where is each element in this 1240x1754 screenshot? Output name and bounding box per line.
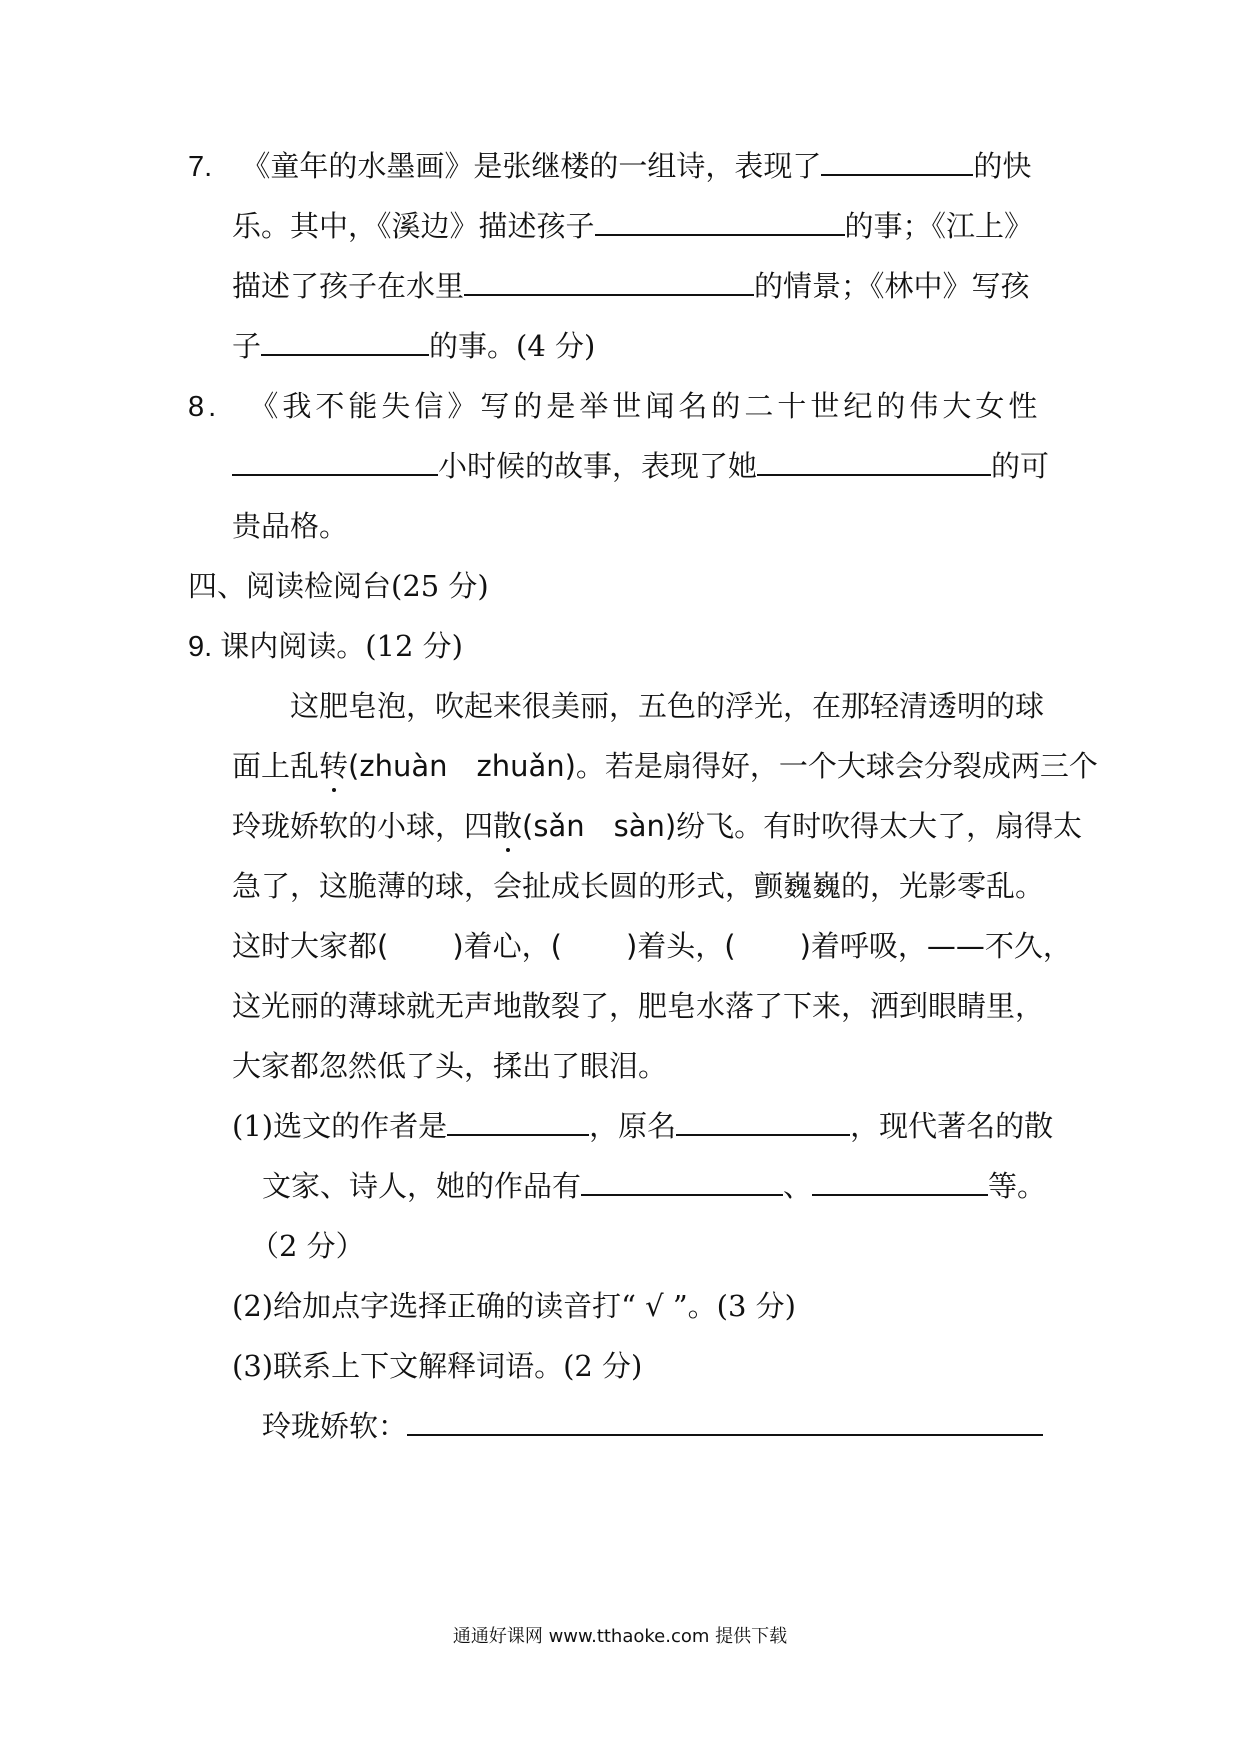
- q7-line-2: 乐。其中，《溪边》描述孩子 的事；《江上》: [232, 206, 1033, 246]
- q7-line-4: 子 的事。(4 分): [232, 326, 595, 366]
- q7-line-1: 7. 《童年的水墨画》是张继楼的一组诗，表现了 的快: [188, 146, 1031, 186]
- sub3-blank-answer[interactable]: [407, 1406, 1043, 1436]
- sub3-line: (3)联系上下文解释词语。(2 分): [232, 1349, 643, 1383]
- q7-number: 7.: [188, 151, 213, 183]
- passage-line-5: 这时大家都( )着心，( )着头，( )着呼吸，——不久，: [232, 929, 1072, 963]
- sub1-score: （2 分）: [250, 1229, 365, 1263]
- passage-line-7: 大家都忽然低了头，揉出了眼泪。: [232, 1049, 668, 1083]
- q9-number: 9.: [188, 631, 213, 663]
- sub1-line-1: (1)选文的作者是 ，原名 ，现代著名的散: [232, 1106, 1053, 1146]
- section-4-title: 四、阅读检阅台(25 分): [188, 569, 489, 603]
- sub1-blank-work-2[interactable]: [812, 1166, 988, 1196]
- sub3-term-line: 玲珑娇软：: [262, 1406, 1043, 1446]
- q9-line: 9. 课内阅读。(12 分): [188, 629, 463, 663]
- passage-line-2: 面上乱转(zhuàn zhuǎn)。若是扇得好，一个大球会分裂成两三个: [232, 746, 1098, 786]
- passage-line-4: 急了，这脆薄的球，会扯成长圆的形式，颤巍巍的，光影零乱。: [232, 869, 1045, 903]
- passage-line-1: 这肥皂泡，吹起来很美丽，五色的浮光，在那轻清透明的球: [290, 689, 1045, 723]
- sub1-blank-name[interactable]: [676, 1106, 850, 1136]
- q8-line-2: 小时候的故事，表现了她 的可: [232, 446, 1049, 486]
- sub2-line: (2)给加点字选择正确的读音打“ √ ”。(3 分): [232, 1289, 796, 1323]
- sub1-blank-author[interactable]: [447, 1106, 589, 1136]
- q8-number: 8.: [188, 391, 221, 423]
- passage-line-3: 玲珑娇软的小球，四散(sǎn sàn)纷飞。有时吹得太大了，扇得太: [232, 806, 1082, 846]
- q8-line-1: 8. 《我不能失信》写的是举世闻名的二十世纪的伟大女性: [188, 389, 1042, 423]
- q7-blank-1[interactable]: [821, 146, 973, 176]
- dotted-char-zhuan: 转: [319, 746, 348, 786]
- q8-line-3: 贵品格。: [232, 509, 349, 543]
- q8-blank-2[interactable]: [757, 446, 991, 476]
- q8-blank-1[interactable]: [232, 446, 438, 476]
- q7-blank-4[interactable]: [261, 326, 429, 356]
- sub1-blank-work-1[interactable]: [581, 1166, 783, 1196]
- sub1-line-2: 文家、诗人，她的作品有 、 等。: [262, 1166, 1046, 1206]
- dotted-char-san: 散: [493, 806, 522, 846]
- passage-line-6: 这光丽的薄球就无声地散裂了，肥皂水落了下来，洒到眼睛里，: [232, 989, 1045, 1023]
- footer-credit: 通通好课网 www.tthaoke.com 提供下载: [452, 1626, 788, 1647]
- q7-blank-2[interactable]: [595, 206, 845, 236]
- q7-blank-3[interactable]: [464, 266, 754, 296]
- q7-line-3: 描述了孩子在水里 的情景；《林中》写孩: [232, 266, 1030, 306]
